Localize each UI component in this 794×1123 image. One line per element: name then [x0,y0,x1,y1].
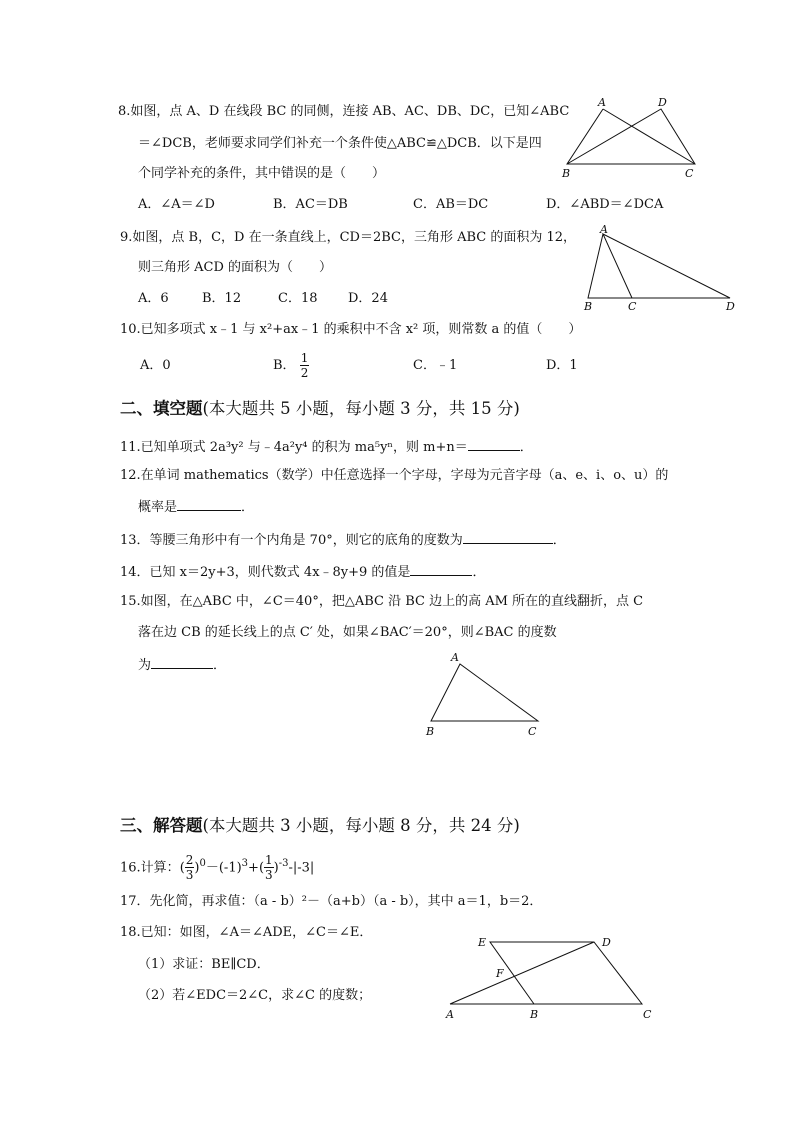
q8-figure-lines [567,109,695,164]
q18-label-c: C [643,1008,652,1021]
q9-option-c: C．18 [278,291,318,306]
q16 [120,846,314,886]
q15-line2: 落在边 CB 的延长线上的点 C′ 处，如果∠BAC′＝20°，则∠BAC 的度数 [138,625,557,640]
q18-sub2: （2）若∠EDC＝2∠C，求∠C 的度数； [138,988,372,1003]
q16-mid: －(-1) [205,860,242,876]
q8-option-a: A．∠A＝∠D [138,197,215,212]
q16-fraction-1 [185,853,195,882]
q18-figure-lines [450,942,642,1004]
q8-line2: ＝∠DCB，老师要求同学们补充一个条件使△ABC≌△DCB．以下是四 [138,136,542,151]
q9-line2: 则三角形 ACD 的面积为（ ） [138,260,333,275]
q16-paren-open-1: ( [179,860,185,876]
q14-text: 14．已知 x＝2y+3，则代数式 4x﹣8y+9 的值是 [120,565,411,580]
q8-line1: 8.如图，点 A、D 在线段 BC 的同侧，连接 AB、AC、DB、DC，已知∠ABC [118,104,570,119]
q9-label-d: D [726,300,735,313]
q12-line2-text: 概率是 [138,500,178,515]
q10-option-b-fraction [300,351,310,380]
q17-text: 17．先化简，再求值：（a - b）²－（a+b）（a - b），其中 a＝1，b＝2． [120,894,543,909]
q10-option-a: A．0 [140,358,171,373]
q18-label-d: D [602,936,611,949]
q16-fraction-2 [264,853,274,882]
section3-heading [120,815,520,837]
q16-fraction-1-denominator: 3 [185,868,194,883]
q10-option-c: C．﹣1 [413,358,458,373]
q16-fraction-2-numerator: 1 [265,853,273,868]
q8-label-a: A [598,96,606,109]
q9-label-b: B [584,300,593,313]
q9-figure [580,224,740,314]
q13-text: 13．等腰三角形中有一个内角是 70°，则它的底角的度数为 [120,533,463,548]
q11-text: 11.已知单项式 2a³y² 与﹣4a²y⁴ 的积为 ma⁵yⁿ，则 m+n＝ [120,440,468,455]
q18-label-b: B [530,1008,539,1021]
q12-line2 [138,497,254,517]
q13-end: ． [552,533,566,548]
q8-option-c: C．AB＝DC [413,197,489,212]
q8-label-d: D [658,96,667,109]
q10-option-b [273,348,309,384]
q9-option-a: A．6 [138,291,169,306]
q15-label-c: C [528,725,537,738]
q9-figure-lines [588,234,730,298]
q18-figure-line-ad [450,942,594,1004]
q16-fraction-2-denominator: 3 [265,868,273,883]
q16-tail: -|-3| [288,860,315,876]
q18-label-e: E [478,936,487,949]
q16-fraction-1-numerator: 2 [185,853,194,868]
q15-line1: 15.如图，在△ABC 中，∠C＝40°，把△ABC 沿 BC 边上的高 AM 所在的直线翻折，点 C [120,594,644,609]
q15-figure [422,650,552,740]
q8-line3: 个同学补充的条件，其中错误的是（ ） [138,166,386,181]
q18-figure [442,932,662,1027]
q12-end: ． [241,500,255,515]
q15-triangle [431,664,538,721]
q14 [120,562,485,582]
q12-answer-blank[interactable] [177,497,241,511]
q16-plus: + [248,860,259,876]
q15-line3-text: 为 [138,658,152,673]
section3-desc: (本大题共 3 小题，每小题 8 分，共 24 分) [202,816,520,835]
q14-end: ． [472,565,486,580]
q15-answer-blank[interactable] [151,655,213,669]
q12-line1: 12.在单词 mathematics（数学）中任意选择一个字母，字母为元音字母（a、e、i、o、u）的 [120,468,669,483]
q13-answer-blank[interactable] [463,530,553,544]
q16-exponent-2: 3 [241,858,249,869]
q16-paren-open-2: ( [258,860,265,876]
q14-answer-blank[interactable] [410,562,472,576]
section2-title: 二、填空题 [120,399,203,418]
q8-option-d: D．∠ABD＝∠DCA [546,197,664,212]
q11-answer-blank[interactable] [468,437,520,451]
q16-paren-close-2: ) [273,860,279,876]
q18-label-a: A [446,1008,454,1021]
q18-line1: 18.已知：如图，∠A＝∠ADE，∠C＝∠E． [120,925,373,940]
q11-end: ． [519,440,533,455]
section2-desc: (本大题共 5 小题，每小题 3 分，共 15 分) [202,399,520,418]
q15-line3 [138,655,226,675]
q15-label-b: B [426,725,435,738]
q9-option-d: D．24 [348,291,388,306]
q16-exponent-3: -3 [278,858,289,869]
q8-figure-line-ac [603,109,695,164]
q8-option-b: B．AC＝DB [273,197,348,212]
q8-figure [558,94,698,184]
q10-text: 10.已知多项式 x﹣1 与 x²+ax﹣1 的乘积中不含 x² 项，则常数 a 的值（ ） [120,322,582,337]
q10-option-b-numerator: 1 [300,351,309,365]
q8-label-c: C [685,167,694,180]
q15-end: ． [213,658,227,673]
q10-option-b-denominator: 2 [300,366,309,380]
q9-option-b: B．12 [202,291,242,306]
q11 [120,437,533,457]
q9-label-a: A [600,223,608,236]
q9-line1: 9.如图，点 B，C，D 在一条直线上，CD＝2BC，三角形 ABC 的面积为 12， [120,230,577,245]
q13 [120,530,566,550]
section3-title: 三、解答题 [120,816,203,835]
section2-heading [120,398,520,420]
q15-label-a: A [451,651,459,664]
q10-option-d: D．1 [546,358,578,373]
q16-paren-close-1: ) [194,860,200,876]
q10-option-b-label: B． [273,358,296,373]
q8-label-b: B [562,167,571,180]
q9-label-c: C [628,300,637,313]
q18-sub1: （1）求证：BE∥CD． [138,957,270,972]
q16-exponent-1: 0 [199,858,206,869]
q16-prefix: 16.计算： [120,860,180,876]
q18-label-f: F [496,967,504,980]
